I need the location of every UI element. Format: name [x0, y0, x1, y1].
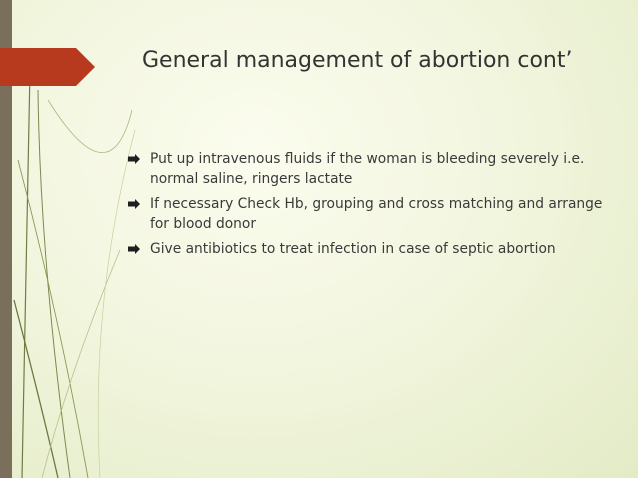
slide-title: General management of abortion cont’ — [142, 48, 573, 73]
bullet-text: If necessary Check Hb, grouping and cross matching and arrange for blood donor — [150, 196, 603, 232]
bullet-list — [128, 150, 608, 266]
arrow-bullet-icon — [128, 244, 140, 254]
bullet-item — [128, 150, 608, 189]
bullet-item — [128, 195, 608, 234]
arrow-bullet-icon — [128, 154, 140, 164]
title-arrow-tag — [0, 48, 95, 86]
bullet-text: Give antibiotics to treat infection in case of septic abortion — [150, 241, 556, 257]
bullet-text: Put up intravenous fluids if the woman is bleeding severely i.e. normal saline, ringers lactate — [150, 151, 585, 187]
bullet-item — [128, 240, 608, 260]
arrow-bullet-icon — [128, 199, 140, 209]
